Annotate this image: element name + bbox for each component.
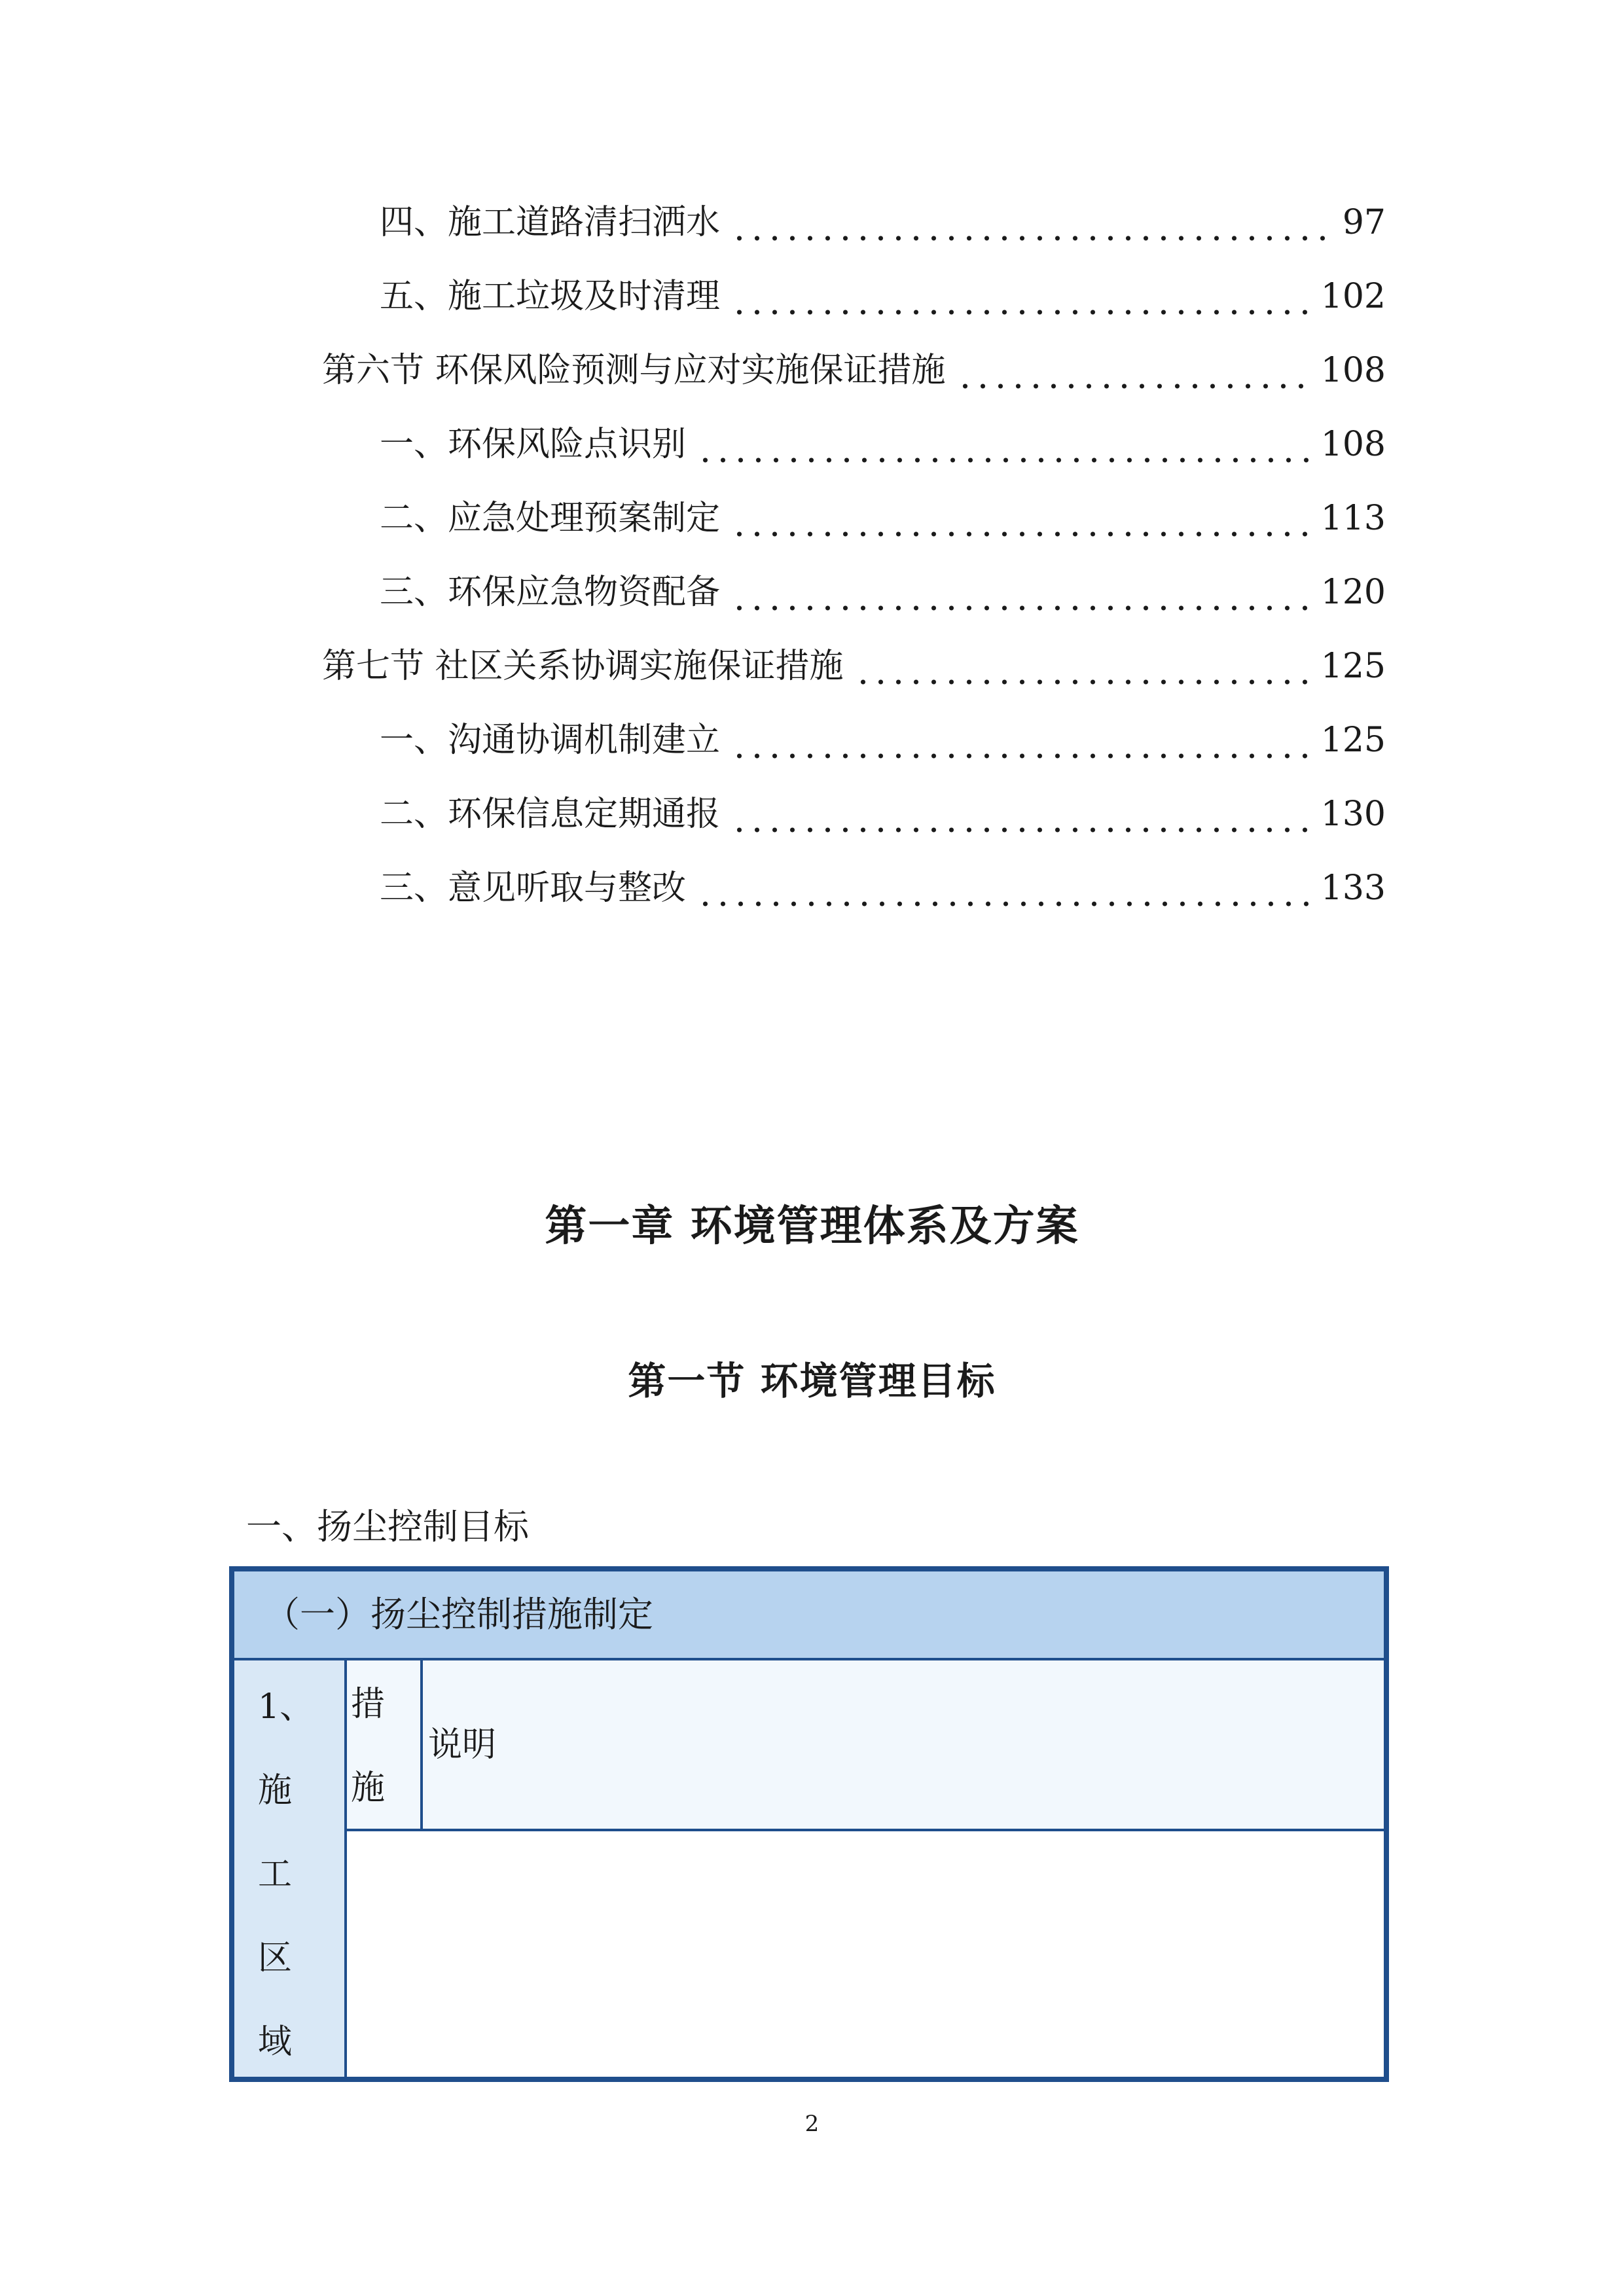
left-column-char: 区 <box>258 1939 293 1978</box>
toc-dot-leader <box>956 341 1312 400</box>
toc-dot-leader <box>731 785 1312 844</box>
toc-entry[interactable] <box>380 563 1386 622</box>
toc-entry-label: 四、施工道路清扫洒水 <box>380 203 721 242</box>
toc-entry[interactable] <box>380 193 1386 252</box>
table-header: （一）扬尘控制措施制定 <box>234 1571 1384 1660</box>
left-column-char: 域 <box>258 2022 293 2062</box>
toc-dot-leader <box>696 415 1312 474</box>
table-measure-cell <box>347 1660 423 1831</box>
toc-dot-leader <box>731 193 1333 252</box>
section-title: 第一节 环境管理目标 <box>628 1359 996 1403</box>
toc-dot-leader <box>731 711 1312 770</box>
toc-entry-label: 第七节 社区关系协调实施保证措施 <box>322 647 844 686</box>
left-column-char: 施 <box>258 1771 293 1810</box>
toc-dot-leader <box>731 563 1312 622</box>
toc-entry[interactable] <box>380 489 1386 548</box>
toc-dot-leader <box>854 637 1312 696</box>
toc-entry-page: 133 <box>1320 869 1386 908</box>
toc-entry-page: 108 <box>1320 351 1386 390</box>
toc-entry-label: 三、意见听取与整改 <box>380 869 687 908</box>
toc-entry-label: 第六节 环保风险预测与应对实施保证措施 <box>322 351 946 390</box>
toc-dot-leader <box>696 859 1312 918</box>
toc-entry[interactable] <box>380 415 1386 474</box>
toc-dot-leader <box>731 267 1312 326</box>
toc-entry-label: 三、环保应急物资配备 <box>380 573 721 612</box>
toc-entry-page: 120 <box>1320 573 1386 612</box>
toc-entry[interactable] <box>380 267 1386 326</box>
table-description-cell <box>423 1660 1384 1831</box>
toc-entry-label: 一、环保风险点识别 <box>380 425 687 464</box>
toc-entry-page: 102 <box>1320 277 1386 316</box>
toc-entry-page: 97 <box>1342 203 1386 242</box>
toc-entry-page: 130 <box>1320 795 1386 834</box>
toc-entry-label: 二、应急处理预案制定 <box>380 499 721 538</box>
toc-entry[interactable] <box>322 341 1386 400</box>
left-column-char: 1、 <box>258 1687 314 1727</box>
toc-entry-page: 125 <box>1320 647 1386 686</box>
toc-entry[interactable] <box>380 859 1386 918</box>
table-body-cell <box>347 1831 1384 2077</box>
toc-entry-page: 113 <box>1320 499 1386 538</box>
toc-entry[interactable] <box>380 785 1386 844</box>
chapter-title: 第一章 环境管理体系及方案 <box>545 1202 1079 1251</box>
page-number: 2 <box>804 2111 820 2137</box>
toc-entry-label: 五、施工垃圾及时清理 <box>380 277 721 316</box>
description-label: 说明 <box>428 1725 497 1765</box>
left-column-char: 工 <box>258 1855 293 1894</box>
toc-entry-page: 108 <box>1320 425 1386 464</box>
toc-entry[interactable] <box>322 637 1386 696</box>
measure-char: 施 <box>351 1768 386 1808</box>
toc-entry-page: 125 <box>1320 721 1386 760</box>
toc-entry-label: 二、环保信息定期通报 <box>380 795 721 834</box>
toc-entry[interactable] <box>380 711 1386 770</box>
dust-control-table <box>229 1566 1389 2082</box>
toc-entry-label: 一、沟通协调机制建立 <box>380 721 721 760</box>
table-left-column <box>234 1660 347 2077</box>
toc-dot-leader <box>731 489 1312 548</box>
subsection-heading: 一、扬尘控制目标 <box>246 1506 529 1547</box>
measure-char: 措 <box>351 1685 386 1724</box>
